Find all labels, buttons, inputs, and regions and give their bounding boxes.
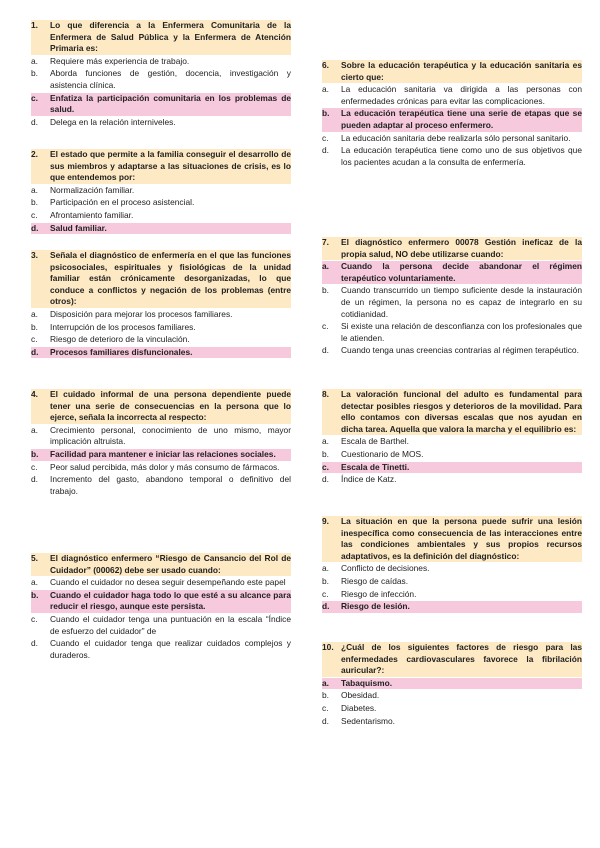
question-text: El diagnóstico enfermero 00078 Gestión ineficaz de la propia salud, NO debe utilizarse cuando: [341, 237, 582, 259]
option [322, 716, 582, 728]
option [31, 322, 291, 334]
option-letter: a. [322, 84, 329, 95]
option-letter: b. [322, 108, 330, 119]
option-letter: d. [31, 474, 38, 485]
option-letter: b. [31, 68, 38, 79]
option [31, 68, 291, 91]
option-text: Cuando el cuidador tenga una puntuación en la escala “Índice de esfuerzo del cuidador” de [50, 613, 291, 636]
option [31, 334, 291, 346]
option-text: Peor salud percibida, más dolor y más consumo de fármacos. [50, 461, 280, 472]
correct-option [31, 347, 291, 359]
option-text: Riesgo de deterioro de la vinculación. [50, 334, 190, 345]
option-text: Cuando el cuidador no desea seguir desempeñando este papel [50, 577, 286, 588]
correct-option [322, 108, 582, 131]
option [31, 56, 291, 68]
question-5 [31, 553, 291, 661]
option-text: Disposición para mejorar los procesos familiares. [50, 308, 233, 319]
option-text: Normalización familiar. [50, 184, 135, 195]
option-letter: a. [322, 261, 329, 272]
option-letter: b. [322, 285, 329, 296]
question-6 [322, 60, 582, 168]
option-text: Requiere más experiencia de trabajo. [50, 55, 190, 66]
option-letter: a. [31, 424, 38, 435]
correct-option [322, 462, 582, 474]
option [31, 309, 291, 321]
option-text: Escala de Tinetti. [341, 461, 410, 472]
question-stem [31, 389, 291, 424]
option-text: Procesos familiares disfuncionales. [50, 346, 193, 357]
correct-option [322, 261, 582, 284]
option-text: Facilidad para mantener e iniciar las relaciones sociales. [50, 448, 276, 459]
option [322, 285, 582, 320]
option-text: Tabaquismo. [341, 677, 393, 688]
option-text: Conflicto de decisiones. [341, 563, 430, 574]
option-letter: d. [322, 715, 329, 726]
option-letter: d. [31, 346, 39, 357]
option [322, 576, 582, 588]
question-stem [322, 516, 582, 562]
option-text: Riesgo de lesión. [341, 601, 410, 612]
option [31, 210, 291, 222]
question-3 [31, 250, 291, 358]
option-text: Incremento del gasto, abandono temporal o definitivo del trabajo. [50, 474, 291, 496]
correct-option [322, 678, 582, 690]
option-letter: c. [322, 461, 329, 472]
option-letter: c. [31, 613, 38, 624]
option-letter: a. [31, 308, 38, 319]
option-letter: c. [31, 92, 38, 103]
option-letter: c. [322, 132, 329, 143]
option [322, 145, 582, 168]
question-number: 4. [31, 389, 38, 399]
option [31, 614, 291, 637]
option [31, 117, 291, 129]
option-text: Aborda funciones de gestión, docencia, investigación y asistencia clínica. [50, 68, 291, 90]
question-1 [31, 20, 291, 128]
option-letter: c. [31, 209, 38, 220]
option [31, 577, 291, 589]
question-9 [322, 516, 582, 613]
option [322, 321, 582, 344]
option [322, 690, 582, 702]
question-stem [322, 237, 582, 260]
option-text: Participación en el proceso asistencial. [50, 197, 195, 208]
option-text: La educación sanitaria debe realizarla sólo personal sanitario. [341, 132, 571, 143]
option-text: Afrontamiento familiar. [50, 209, 134, 220]
question-text: El diagnóstico enfermero “Riesgo de Cansancio del Rol de Cuidador” (00062) debe ser usado cuando: [50, 553, 291, 575]
option [31, 197, 291, 209]
correct-option [322, 601, 582, 613]
option-text: Índice de Katz. [341, 474, 397, 485]
option-letter: c. [322, 321, 329, 332]
option-letter: b. [322, 690, 329, 701]
option-letter: b. [322, 448, 329, 459]
option [31, 638, 291, 661]
option-letter: d. [322, 601, 330, 612]
option [31, 474, 291, 497]
option-letter: a. [322, 677, 329, 688]
correct-option [31, 590, 291, 613]
question-text: La valoración funcional del adulto es fundamental para detectar posibles riesgos y deterioros de la movilidad. Para ello contamos con diversas escalas que nos ayudan en dicha tarea. Aquella que valora la marcha y el equilibrio es: [341, 389, 582, 434]
question-text: Sobre la educación terapéutica y la educación sanitaria es cierto que: [341, 60, 582, 82]
option [322, 345, 582, 357]
question-number: 7. [322, 237, 329, 247]
question-stem [31, 149, 291, 184]
question-stem [31, 20, 291, 55]
option-letter: c. [322, 702, 329, 713]
option-text: Riesgo de infección. [341, 588, 417, 599]
option-text: Sedentarismo. [341, 715, 395, 726]
question-stem [322, 60, 582, 83]
option-text: Cuando el cuidador haga todo lo que esté a su alcance para reducir el riesgo, aunque este persista. [50, 589, 291, 612]
option-letter: b. [31, 197, 38, 208]
option-text: Cuando transcurrido un tiempo suficiente desde la instauración de un régimen, la persona no es capaz de integrarlo en su cotidianidad. [341, 285, 582, 319]
option-letter: a. [31, 55, 38, 66]
option-letter: a. [322, 563, 329, 574]
option-text: Cuando el cuidador tenga que realizar cuidados complejos y duraderos. [50, 638, 291, 660]
option-letter: a. [31, 577, 38, 588]
question-number: 9. [322, 516, 329, 526]
option-letter: c. [31, 334, 38, 345]
question-text: ¿Cuál de los siguientes factores de riesgo para las enfermedades cardiovasculares favorece la fibrilación auricular?: [341, 642, 582, 676]
option-letter: c. [31, 461, 38, 472]
option-letter: c. [322, 588, 329, 599]
option-letter: b. [31, 321, 38, 332]
question-4 [31, 389, 291, 497]
option [322, 84, 582, 107]
question-7 [322, 237, 582, 357]
question-text: El estado que permite a la familia conseguir el desarrollo de sus miembros y adaptarse a las situaciones de crisis, es lo que entendemos por: [50, 149, 291, 183]
question-text: Lo que diferencia a la Enfermera Comunitaria de la Enfermera de Salud Pública y la Enfermera de Atención Primaria es: [50, 20, 291, 54]
option-text: La educación terapéutica tiene una serie de etapas que se pueden adaptar al proceso enfermero. [341, 108, 582, 130]
option-text: Diabetes. [341, 702, 377, 713]
option [322, 436, 582, 448]
question-number: 8. [322, 389, 329, 399]
option-text: Escala de Barthel. [341, 436, 409, 447]
question-number: 1. [31, 20, 38, 30]
question-number: 3. [31, 250, 38, 260]
option-text: La educación terapéutica tiene como uno de sus objetivos que los pacientes acudan a la consulta de enfermería. [341, 145, 582, 167]
option [31, 425, 291, 448]
question-number: 2. [31, 149, 38, 159]
option-text: Crecimiento personal, conocimiento de uno mismo, mayor implicación altruista. [50, 424, 291, 447]
option [322, 703, 582, 715]
question-stem [31, 553, 291, 576]
question-number: 6. [322, 60, 329, 70]
option [31, 462, 291, 474]
question-number: 10. [322, 642, 334, 652]
option-letter: b. [31, 589, 39, 600]
option [322, 133, 582, 145]
option [322, 474, 582, 486]
option-text: Riesgo de caídas. [341, 575, 409, 586]
question-text: Señala el diagnóstico de enfermería en el que las funciones psicosociales, espirituales y fisiológicas de la unidad familiar están crónicamente desorganizadas, lo que conduce a conflictos y negación de los problemas (entre otros): [50, 250, 291, 307]
option-text: Cuando la persona decide abandonar el régimen terapéutico voluntariamente. [341, 261, 582, 283]
option-letter: a. [322, 436, 329, 447]
option-text: La educación sanitaria va dirigida a las personas con enfermedades crónicas para evitar las complicaciones. [341, 84, 582, 106]
option [322, 449, 582, 461]
question-number: 5. [31, 553, 38, 563]
option-letter: d. [31, 222, 39, 233]
option-text: Si existe una relación de desconfianza con los profesionales que le atienden. [341, 321, 582, 343]
option-letter: d. [322, 145, 329, 156]
question-text: La situación en que la persona puede sufrir una lesión inespecífica como consecuencia de las interacciones entre las condiciones ambientales y sus propios recursos adaptativos, es la definición del diagnóstico: [341, 516, 582, 561]
option-text: Cuestionario de MOS. [341, 448, 424, 459]
option-letter: b. [31, 448, 39, 459]
question-2 [31, 149, 291, 234]
option-text: Obesidad. [341, 690, 380, 701]
correct-option [31, 93, 291, 116]
option [322, 589, 582, 601]
option-text: Delega en la relación interniveles. [50, 116, 176, 127]
question-stem [322, 642, 582, 677]
option-letter: d. [31, 116, 38, 127]
option-text: Cuando tenga unas creencias contrarias al régimen terapéutico. [341, 345, 579, 356]
option-letter: a. [31, 184, 38, 195]
correct-option [31, 223, 291, 235]
question-text: El cuidado informal de una persona dependiente puede tener una serie de consecuencias en la persona que lo ejerce, señala la incorrecta al respecto: [50, 389, 291, 423]
question-8 [322, 389, 582, 486]
correct-option [31, 449, 291, 461]
option-letter: d. [31, 638, 38, 649]
option-text: Interrupción de los procesos familiares. [50, 321, 196, 332]
option [322, 563, 582, 575]
question-10 [322, 642, 582, 727]
option-text: Salud familiar. [50, 222, 107, 233]
option-letter: d. [322, 345, 329, 356]
option-letter: b. [322, 575, 329, 586]
option [31, 185, 291, 197]
question-stem [322, 389, 582, 435]
option-text: Enfatiza la participación comunitaria en los problemas de salud. [50, 92, 291, 115]
question-stem [31, 250, 291, 308]
option-letter: d. [322, 474, 329, 485]
